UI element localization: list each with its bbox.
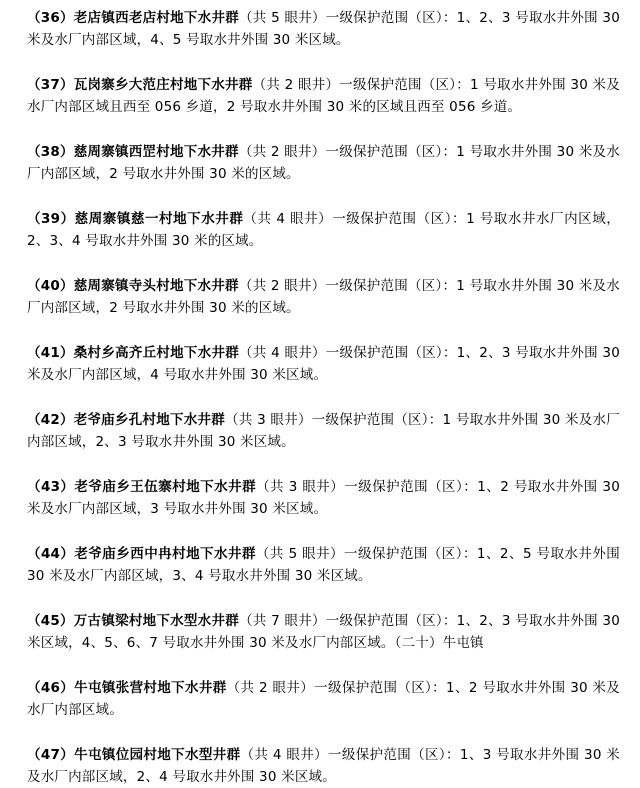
entry-36 — [27, 7, 620, 51]
entry-text: （共 2 眼井）一级保护范围（区）：1、2 号取水井外围 30 米及水厂内部区域。 — [27, 680, 620, 718]
entry-43 — [27, 476, 620, 520]
entry-text: （共 7 眼井）一级保护范围（区）：1、2、3 号取水井外围 30 米区域，4、5、6、7 号取水井外围 30 米及水厂内部区域。（二十）牛屯镇 — [27, 613, 620, 651]
entry-title: （43）老爷庙乡王伍寨村地下水井群 — [27, 479, 257, 495]
entry-text: （共 2 眼井）一级保护范围（区）：1 号取水井外围 30 米及水厂内部区域，2 号取水井外围 30 米的区域。 — [27, 278, 620, 316]
entry-title: （46）牛屯镇张营村地下水井群 — [27, 680, 227, 696]
entry-text: （共 4 眼井）一级保护范围（区）：1 号取水井水厂内区域，2、3、4 号取水井外围 30 米的区域。 — [27, 211, 620, 249]
entry-title: （42）老爷庙乡孔村地下水井群 — [27, 412, 226, 428]
entry-title: （47）牛屯镇位园村地下水型井群 — [27, 747, 241, 763]
entry-44 — [27, 543, 620, 587]
entry-title: （39）慈周寨镇慈一村地下水井群 — [27, 211, 244, 227]
entry-title: （36）老店镇西老店村地下水井群 — [27, 10, 239, 26]
entry-title: （44）老爷庙乡西中冉村地下水井群 — [27, 546, 256, 562]
entry-text: （共 4 眼井）一级保护范围（区）：1、3 号取水井外围 30 米及水厂内部区域，2、4 号取水井外围 30 米区域。 — [27, 747, 620, 785]
entry-text: （共 3 眼井）一级保护范围（区）：1、2 号取水井外围 30 米及水厂内部区域，3 号取水井外围 30 米区域。 — [27, 479, 621, 517]
entry-38 — [27, 141, 620, 185]
entry-text: （共 2 眼井）一级保护范围（区）：1 号取水井外围 30 米及水厂内部区域且西至 056 乡道，2 号取水井外围 30 米的区域且西至 056 乡道。 — [27, 77, 620, 115]
entry-text: （共 5 眼井）一级保护范围（区）：1、2、5 号取水井外围 30 米及水厂内部区域，3、4 号取水井外围 30 米区域。 — [27, 546, 620, 584]
entry-39 — [27, 208, 620, 252]
entry-37 — [27, 74, 620, 118]
entry-46 — [27, 677, 620, 721]
entry-text: （共 2 眼井）一级保护范围（区）：1 号取水井外围 30 米及水厂内部区域，2 号取水井外围 30 米的区域。 — [27, 144, 620, 182]
entry-title: （41）桑村乡高齐丘村地下水井群 — [27, 345, 239, 361]
entry-47 — [27, 744, 620, 788]
entry-text: （共 4 眼井）一级保护范围（区）：1、2、3 号取水井外围 30 米及水厂内部区域，4 号取水井外围 30 米区域。 — [27, 345, 620, 383]
entry-42 — [27, 409, 620, 453]
entry-45 — [27, 610, 620, 654]
entry-text: （共 3 眼井）一级保护范围（区）：1 号取水井外围 30 米及水厂内部区域，2、3 号取水井外围 30 米区域。 — [27, 412, 620, 450]
entry-41 — [27, 342, 620, 386]
entry-title: （40）慈周寨镇寺头村地下水井群 — [27, 278, 239, 294]
entry-title: （37）瓦岗寨乡大范庄村地下水井群 — [27, 77, 253, 93]
entry-text: （共 5 眼井）一级保护范围（区）：1、2、3 号取水井外围 30 米及水厂内部区域，4、5 号取水井外围 30 米区域。 — [27, 10, 620, 48]
entry-title: （38）慈周寨镇西罡村地下水井群 — [27, 144, 239, 160]
entry-title: （45）万古镇梁村地下水型水井群 — [27, 613, 239, 629]
entry-40 — [27, 275, 620, 319]
